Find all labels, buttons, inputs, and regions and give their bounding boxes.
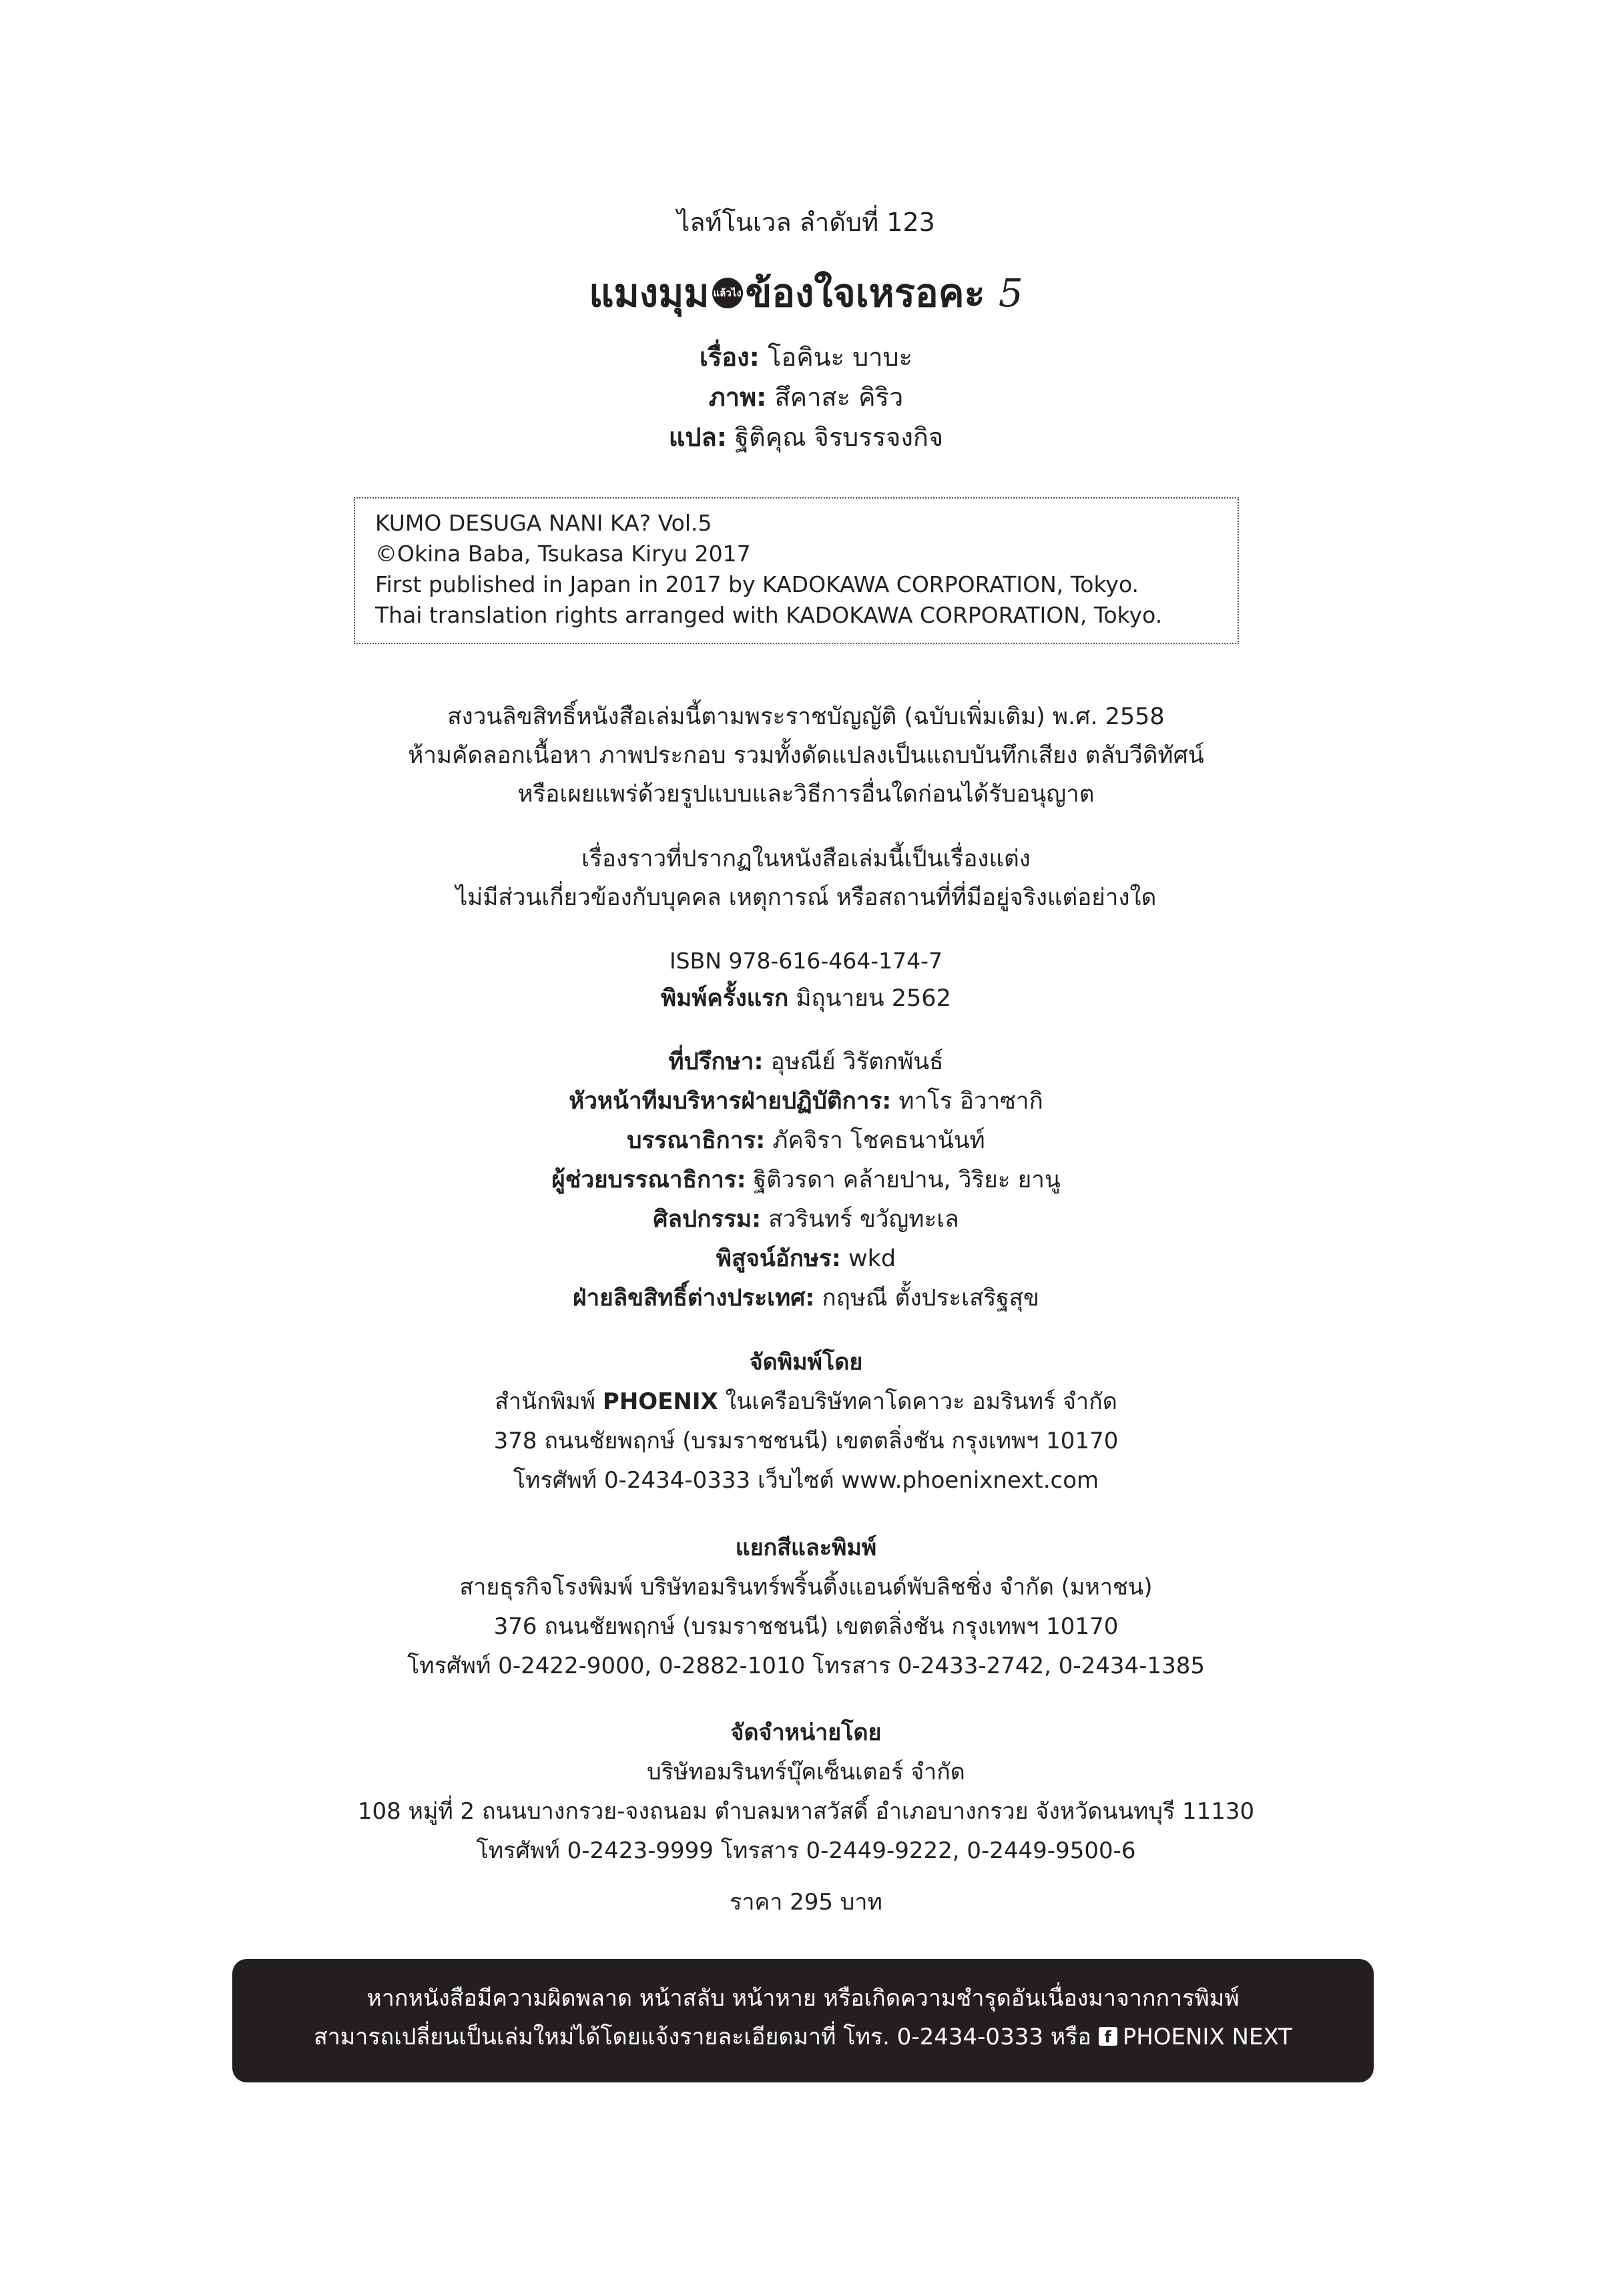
printer-line: โทรศัพท์ 0-2422-9000, 0-2882-1010 โทรสาร 0-2433-2742, 0-2434-1385 bbox=[407, 1653, 1205, 1679]
copyright-line: Thai translation rights arranged with KADOKAWA CORPORATION, Tokyo. bbox=[375, 602, 1163, 628]
staff-row: ผู้ช่วยบรรณาธิการ: ฐิติวรดา คล้ายปาน, วิริยะ ยานู bbox=[551, 1167, 1061, 1193]
title-rest: ข้องใจเหรอคะ bbox=[745, 270, 985, 316]
title-main: แมงมุม bbox=[589, 270, 710, 316]
publisher-contact: โทรศัพท์ 0-2434-0333 เว็บไซต์ www.phoenixnext.com bbox=[513, 1467, 1099, 1494]
copyright-line: ©Okina Baba, Tsukasa Kiryu 2017 bbox=[375, 541, 751, 567]
credit-author: เรื่อง: โอคินะ บาบะ bbox=[699, 342, 913, 372]
publisher-address: 378 ถนนชัยพฤกษ์ (บรมราชชนนี) เขตตลิ่งชัน กรุงเทพฯ 10170 bbox=[493, 1428, 1119, 1454]
staff-row: หัวหน้าทีมบริหารฝ่ายปฏิบัติการ: ทาโร อิวาซากิ bbox=[569, 1088, 1043, 1115]
staff-row: พิสูจน์อักษร: wkd bbox=[716, 1245, 896, 1272]
distributor-line: บริษัทอมรินทร์บุ๊คเซ็นเตอร์ จำกัด bbox=[647, 1759, 965, 1785]
publisher-name: สำนักพิมพ์ PHOENIX ในเครือบริษัทคาโดคาวะ อมรินทร์ จำกัด bbox=[495, 1388, 1117, 1415]
legal-line: หรือเผยแพร่ด้วยรูปแบบและวิธีการอื่นใดก่อนได้รับอนุญาต bbox=[517, 781, 1095, 808]
price: ราคา 295 บาท bbox=[730, 1889, 882, 1916]
copyright-line: KUMO DESUGA NANI KA? Vol.5 bbox=[375, 510, 712, 536]
fiction-line: เรื่องราวที่ปรากฏในหนังสือเล่มนี้เป็นเรื่องแต่ง bbox=[581, 846, 1031, 872]
defect-notice-banner bbox=[232, 1959, 1374, 2082]
legal-line: สงวนลิขสิทธิ์หนังสือเล่มนี้ตามพระราชบัญญัติ (ฉบับเพิ่มเติม) พ.ศ. 2558 bbox=[447, 703, 1165, 730]
isbn-block bbox=[0, 942, 1612, 1017]
legal-line: ห้ามคัดลอกเนื้อหา ภาพประกอบ รวมทั้งดัดแปลงเป็นแถบบันทึกเสียง ตลับวีดิทัศน์ bbox=[408, 742, 1204, 769]
credit-translator: แปล: ฐิติคุณ จิรบรรจงกิจ bbox=[668, 422, 944, 452]
series-line: ไลท์โนเวล ลำดับที่ 123 bbox=[677, 208, 935, 237]
title-volume: 5 bbox=[998, 270, 1023, 316]
fiction-line: ไม่มีส่วนเกี่ยวข้องกับบุคคล เหตุการณ์ หรือสถานที่ที่มีอยู่จริงแต่อย่างใด bbox=[455, 884, 1157, 911]
staff-row: ศิลปกรรม: สวรินทร์ ขวัญทะเล bbox=[653, 1206, 959, 1233]
facebook-icon: f bbox=[1099, 2027, 1117, 2046]
publisher-block bbox=[0, 1343, 1612, 1500]
printer-block bbox=[0, 1528, 1612, 1686]
publisher-heading: จัดพิมพ์โดย bbox=[749, 1349, 863, 1376]
book-title bbox=[0, 262, 1612, 324]
fiction-notice bbox=[0, 840, 1612, 917]
distributor-line: โทรศัพท์ 0-2423-9999 โทรสาร 0-2449-9222, 0-2449-9500-6 bbox=[476, 1837, 1136, 1864]
distributor-block bbox=[0, 1713, 1612, 1871]
copyright-box bbox=[354, 497, 1239, 644]
facebook-page-name[interactable]: PHOENIX NEXT bbox=[1122, 2024, 1292, 2050]
staff-row: บรรณาธิการ: ภัคจิรา โชคธนานันท์ bbox=[627, 1127, 985, 1154]
printer-line: 376 ถนนชัยพฤกษ์ (บรมราชชนนี) เขตตลิ่งชัน กรุงเทพฯ 10170 bbox=[493, 1613, 1119, 1640]
staff-row: ฝ่ายลิขสิทธิ์ต่างประเทศ: กฤษณี ตั้งประเสริฐสุข bbox=[573, 1285, 1039, 1312]
notice-line-2: สามารถเปลี่ยนเป็นเล่มใหม่ได้โดยแจ้งรายละเอียดมาที่ โทร. 0-2434-0333 หรือ f PHOENIX NEXT bbox=[314, 2024, 1292, 2050]
copyright-line: First published in Japan in 2017 by KADOKAWA CORPORATION, Tokyo. bbox=[375, 571, 1139, 597]
staff-list bbox=[0, 1043, 1612, 1318]
first-print: พิมพ์ครั้งแรก มิถุนายน 2562 bbox=[661, 985, 951, 1012]
credits bbox=[0, 337, 1612, 457]
distributor-heading: จัดจำหน่ายโดย bbox=[730, 1719, 882, 1746]
credit-illustrator: ภาพ: สึคาสะ คิริว bbox=[708, 382, 904, 412]
title-badge: แล้วไง bbox=[712, 278, 743, 308]
printer-heading: แยกสีและพิมพ์ bbox=[735, 1534, 877, 1561]
notice-line-1: หากหนังสือมีความผิดพลาด หน้าสลับ หน้าหาย หรือเกิดความชำรุดอันเนื่องมาจากการพิมพ์ bbox=[366, 1985, 1240, 2012]
legal-notice bbox=[0, 697, 1612, 814]
printer-line: สายธุรกิจโรงพิมพ์ บริษัทอมรินทร์พริ้นติ้งแอนด์พับลิชชิ่ง จำกัด (มหาชน) bbox=[459, 1574, 1153, 1601]
isbn: ISBN 978-616-464-174-7 bbox=[669, 948, 943, 974]
staff-row: ที่ปรึกษา: อุษณีย์ วิรัตกพันธ์ bbox=[668, 1049, 944, 1075]
distributor-line: 108 หมู่ที่ 2 ถนนบางกรวย-จงถนอม ตำบลมหาสวัสดิ์ อำเภอบางกรวย จังหวัดนนทบุรี 11130 bbox=[357, 1798, 1255, 1825]
